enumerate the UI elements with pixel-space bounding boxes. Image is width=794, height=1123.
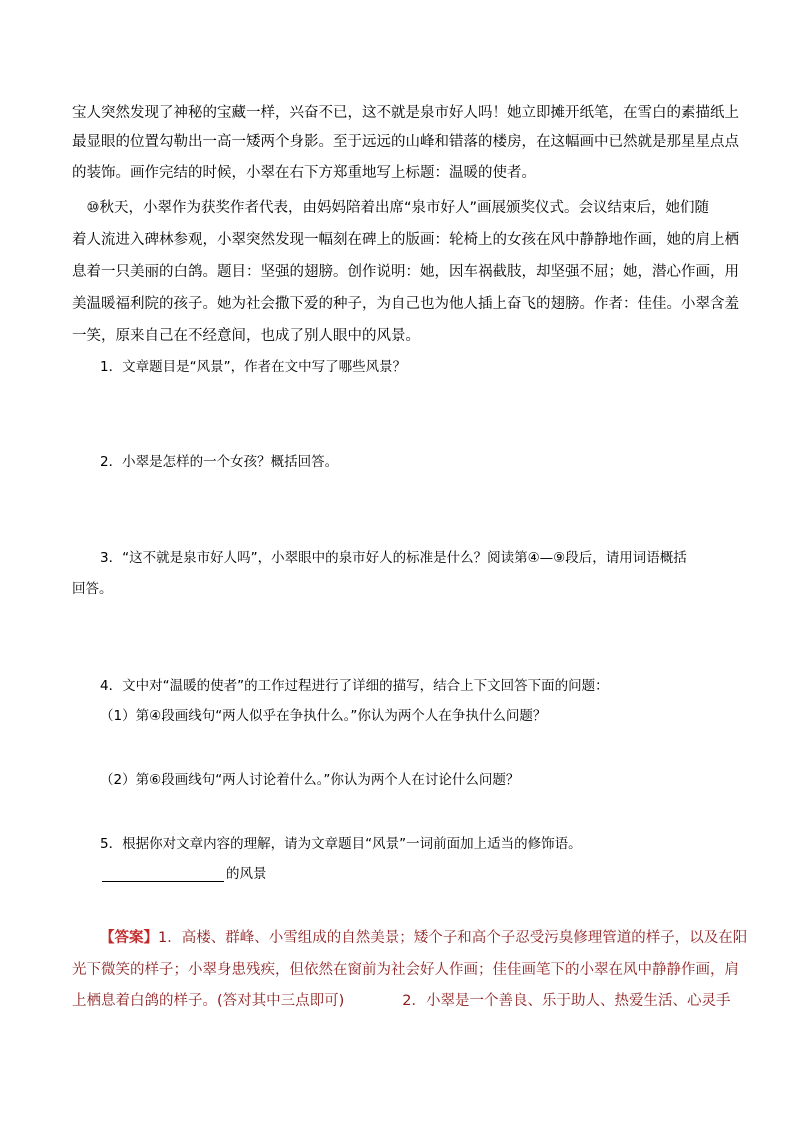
question-1: 1．文章题目是“风景”，作者在文中写了哪些风景？: [100, 359, 407, 375]
passage-line-4: ⑩秋天，小翠作为获奖作者代表，由妈妈陪着出席“泉市好人”画展颁奖仪式。会议结束后，她们随: [72, 200, 710, 216]
question-5: 5．根据你对文章内容的理解，请为文章题目“风景”一词前面加上适当的修饰语。: [100, 836, 582, 852]
passage-line-3: 的装饰。画作完结的时候，小翠在右下方郑重地写上标题：温暖的使者。: [72, 165, 536, 181]
answer-line-3: 上栖息着白鸽的样子。(答对其中三点即可) 2．小翠是一个善良、乐于助人、热爱生活、心灵手: [72, 993, 731, 1009]
answer-tag: 【答案】: [100, 930, 158, 946]
answer-line-2: 光下微笑的样子；小翠身患残疾，但依然在窗前为社会好人作画；佳佳画笔下的小翠在风中静静作画，肩: [72, 962, 739, 978]
question-5-suffix: 的风景: [226, 866, 267, 882]
question-2: 2．小翠是怎样的一个女孩？概括回答。: [100, 454, 339, 470]
passage-line-7: 美温暖福利院的孩子。她为社会撒下爱的种子，为自己也为他人插上奋飞的翅膀。作者：佳佳。小翠含羞: [72, 296, 739, 312]
question-3-line-1: 3．“这不就是泉市好人吗”，小翠眼中的泉市好人的标准是什么？阅读第④—⑨段后，请用词语概括: [100, 550, 687, 566]
passage-line-6: 息着一只美丽的白鸽。题目：坚强的翅膀。创作说明：她，因车祸截肢，却坚强不屈；她，潜心作画，用: [72, 264, 739, 280]
question-4: 4．文中对“温暖的使者”的工作过程进行了详细的描写，结合上下文回答下面的问题：: [100, 678, 609, 694]
question-4-sub-1: （1）第④段画线句“两人似乎在争执什么。”你认为两个人在争执什么问题？: [100, 708, 547, 724]
answer-text-1: 1．高楼、群峰、小雪组成的自然美景；矮个子和高个子忍受污臭修理管道的样子，以及在阳: [158, 930, 748, 946]
question-3-line-2: 回答。: [72, 581, 113, 597]
answer-line-1: [100, 928, 747, 948]
passage-line-1: 宝人突然发现了神秘的宝藏一样，兴奋不已，这不就是泉市好人吗！她立即摊开纸笔，在雪白的素描纸上: [72, 105, 739, 121]
passage-line-8: 一笑，原来自己在不经意间，也成了别人眼中的风景。: [72, 328, 420, 344]
question-4-sub-2: （2）第⑥段画线句“两人讨论着什么。”你认为两个人在讨论什么问题？: [100, 772, 520, 788]
passage-line-2: 最显眼的位置勾勒出一高一矮两个身影。至于远远的山峰和错落的楼房，在这幅画中已然就是那星星点点: [72, 134, 739, 150]
answer-blank-line[interactable]: [102, 881, 224, 882]
passage-line-5: 着人流进入碑林参观，小翠突然发现一幅刻在碑上的版画：轮椅上的女孩在风中静静地作画，她的肩上栖: [72, 232, 739, 248]
